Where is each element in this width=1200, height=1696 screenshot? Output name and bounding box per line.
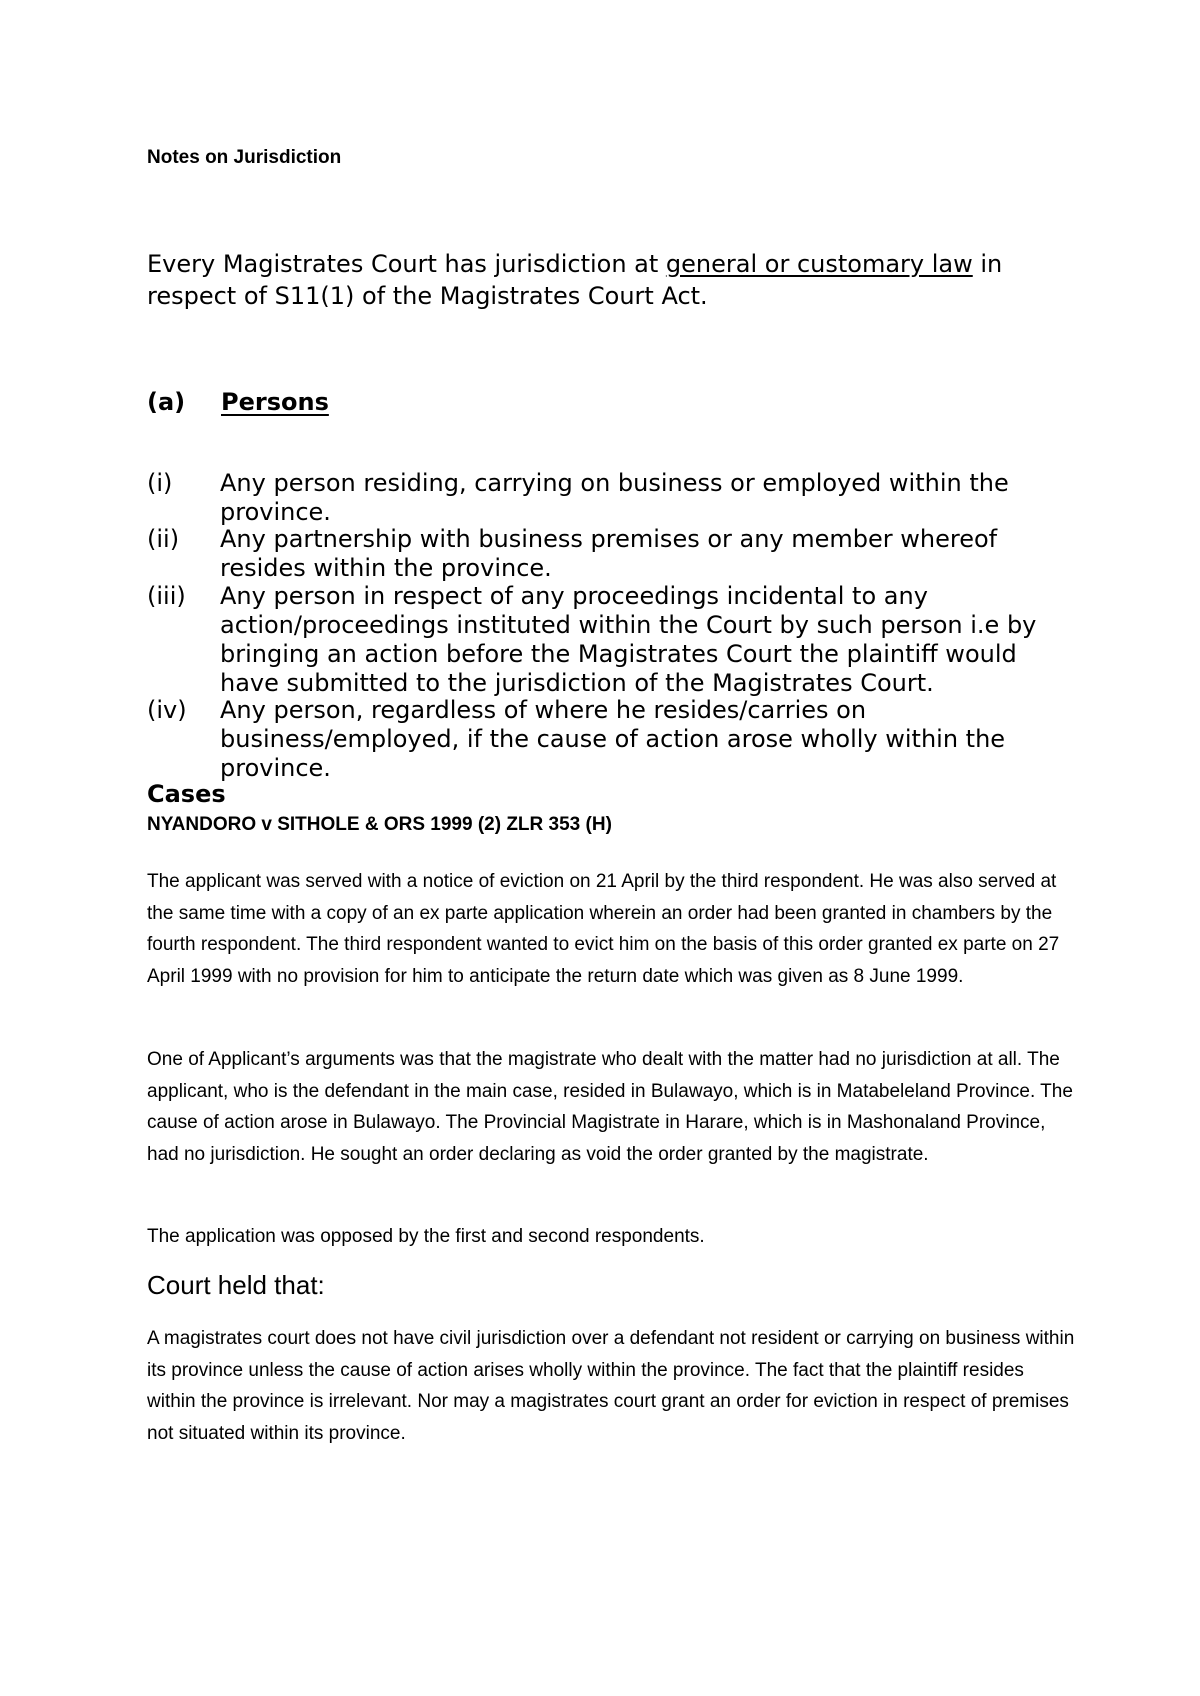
intro-text-start: Every Magistrates Court has jurisdiction at xyxy=(147,250,666,278)
list-item-text: Any person, regardless of where he resides/carries on business/employed, if the cause of action arose wholly within the province. xyxy=(220,696,1006,782)
list-item-number: (ii) xyxy=(147,525,180,553)
case-paragraph: One of Applicant’s arguments was that the magistrate who dealt with the matter had no jurisdiction at all. The applicant, who is the defendant in the main case, resided in Bulawayo, which is in Matabeleland Province. The cause of action arose in Bulawayo. The Provincial Magistrate in Harare, which is in Mashonaland Province, had no jurisdiction. He sought an order declaring as void the order granted by the magistrate. xyxy=(147,1049,1073,1166)
section-label: Persons xyxy=(221,388,329,416)
intro-line-2: respect of S11(1) of the Magistrates Court Act. xyxy=(147,282,708,310)
cases-heading: Cases xyxy=(147,780,226,808)
holding-paragraph: A magistrates court does not have civil jurisdiction over a defendant not resident or carrying on business within its province unless the cause of action arises wholly within the province. The fact that the plaintiff resides within the province is irrelevant. Nor may a magistrates court grant an order for eviction in respect of premises not situated within its province. xyxy=(147,1328,1075,1445)
case-citation: NYANDORO v SITHOLE & ORS 1999 (2) ZLR 353 (H) xyxy=(147,814,612,835)
court-held-heading: Court held that: xyxy=(147,1270,325,1300)
list-item-number: (iv) xyxy=(147,696,187,724)
case-paragraph: The application was opposed by the first and second respondents. xyxy=(147,1226,705,1247)
list-item-text: Any partnership with business premises or any member whereof resides within the province. xyxy=(220,525,998,582)
intro-text-end: in xyxy=(972,250,1003,278)
document-title: Notes on Jurisdiction xyxy=(147,147,342,168)
section-number: (a) xyxy=(147,388,186,416)
intro-underlined-phrase: general or customary law xyxy=(665,250,973,278)
case-paragraph: The applicant was served with a notice of eviction on 21 April by the third respondent. He was also served at the same time with a copy of an ex parte application wherein an order had been granted in chambers by the fourth respondent. The third respondent wanted to evict him on the basis of this order granted ex parte on 27 April 1999 with no provision for him to anticipate the return date which was given as 8 June 1999. xyxy=(147,871,1060,988)
list-item-text: Any person residing, carrying on business or employed within the province. xyxy=(220,469,1009,526)
list-item-number: (i) xyxy=(147,469,173,497)
list-item-number: (iii) xyxy=(147,582,186,610)
intro-line-1 xyxy=(147,250,1002,278)
section-heading-persons xyxy=(147,388,329,416)
list-item-text: Any person in respect of any proceedings incidental to any action/proceedings instituted within the Court by such person i.e by bringing an action before the Magistrates Court the plaintiff would have submitted to the jurisdiction of the Magistrates Court. xyxy=(220,582,1037,697)
